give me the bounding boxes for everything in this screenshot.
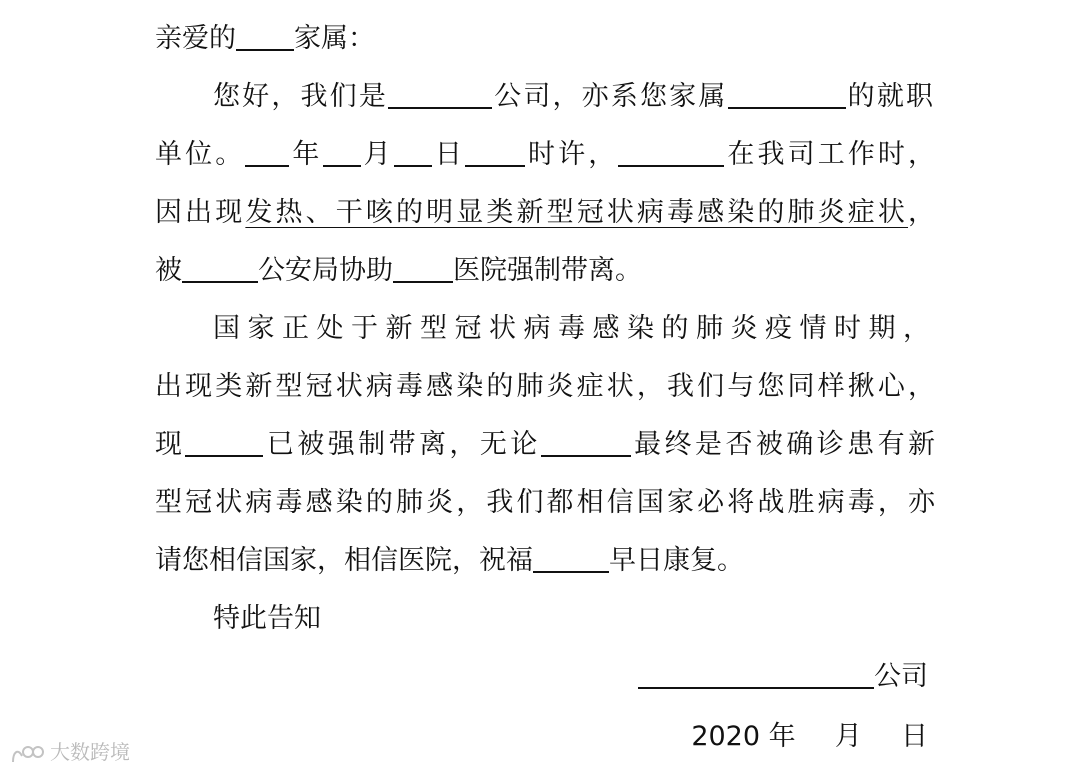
text: 年 [768,721,796,752]
text: 的就职 [845,81,934,112]
text: 国家正处于新型冠状病毒感染的肺炎疫情时期， [213,313,933,344]
blank-police-bureau [182,251,258,283]
greeting-suffix: 家属： [294,23,375,54]
text: 现 [155,429,186,460]
para1-line1 [213,72,933,122]
text: 早日康复。 [609,545,744,576]
para2-line4 [155,478,935,528]
blank-company-name [388,77,492,109]
text: 月 [834,721,862,752]
text: 已被强制带离，无论 [263,429,541,460]
blank-family-name [236,19,294,51]
watermark [10,736,130,768]
text: 单位。 [155,139,246,170]
text: 日 [901,721,928,752]
closing: 特此告知 [213,603,321,634]
text: 因出现 [155,197,246,228]
signature-company [638,652,928,702]
text: 公司 [874,661,928,692]
blank-employee-name [728,77,846,109]
blank-month [323,135,361,167]
text: 月 [360,139,394,170]
watermark-text: 大数跨境 [50,740,130,764]
para2-line5 [155,536,935,586]
text: 时许， [524,139,619,170]
text: ， [908,197,936,228]
para1-line2 [155,130,935,180]
blank-hour [465,135,525,167]
blank-year [245,135,289,167]
greeting-line [155,14,935,64]
blank-employee-name-3 [185,425,263,457]
text: 最终是否被确诊患有新 [630,429,936,460]
watermark-logo-icon [10,742,46,766]
para2-line3 [155,420,935,470]
text: 公司，亦系您家属 [492,81,728,112]
text: 请您相信国家，相信医院，祝福 [155,545,533,576]
para2-line1 [213,304,933,354]
blank-hospital [393,251,453,283]
blank-company-signature [638,657,874,689]
text: 日 [431,139,465,170]
text: 医院强制带离。 [453,255,642,286]
para1-line3 [155,188,935,238]
text: 被 [155,255,182,286]
greeting-prefix: 亲爱的 [155,23,236,54]
signature-date [691,712,928,762]
blank-employee-name-2 [618,135,724,167]
date-year: 2020 [691,721,761,752]
text: 公安局协助 [258,255,393,286]
para2-line2 [155,362,935,412]
text: 出现类新型冠状病毒感染的肺炎症状，我们与您同样揪心， [155,371,935,402]
underlined-symptoms: 发热、干咳的明显类新型冠状病毒感染的肺炎症状 [245,197,909,228]
blank-employee-name-5 [533,541,609,573]
para1-line4 [155,246,935,296]
text: 您好，我们是 [213,81,388,112]
text: 在我司工作时， [724,139,936,170]
text: 年 [289,139,323,170]
blank-day [394,135,432,167]
blank-employee-name-4 [541,425,631,457]
text: 型冠状病毒感染的肺炎，我们都相信国家必将战胜病毒，亦 [155,487,935,518]
